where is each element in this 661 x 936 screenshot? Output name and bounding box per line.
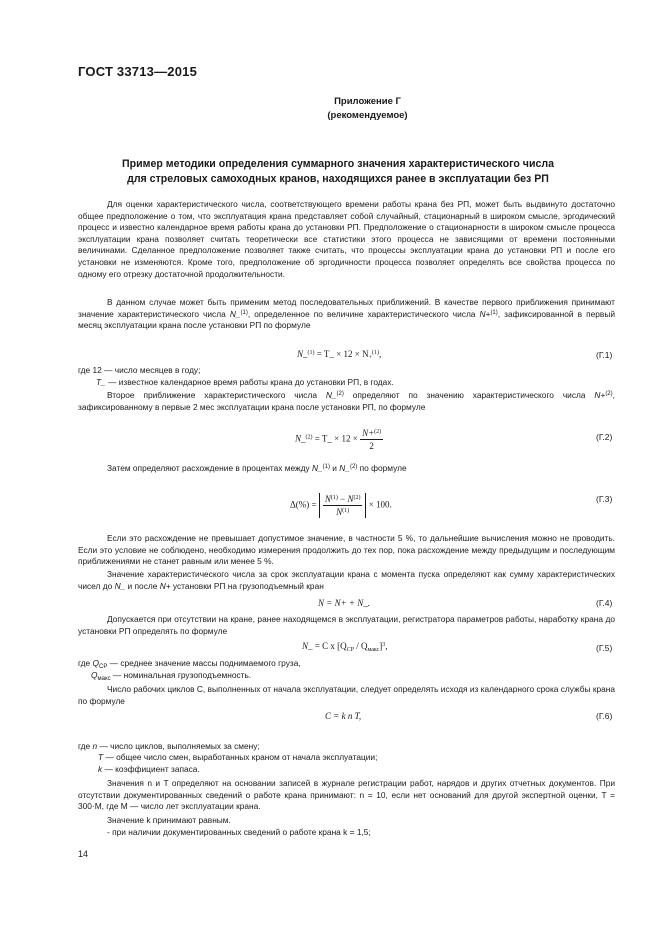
appendix-label <box>37 95 661 123</box>
paragraph-1-text: Для оценки характеристического числа, соответствующего времени работы крана без РП, может быть выдвинуто достаточно общее предположение о том, что эксплуатация крана представляет собой случайный, стационарный в широком смысле, эргодический процесс и известно календарное время работы крана до установки РП. Предположение о стационарности в широком смысле процесса эксплуатации крана позволяет считать теоретически все статистики этого процесса не зависящими от времени постоянными величинами. Сделанное предположение позволяет также считать, что процессы эксплуатации крана до установки РП и после его установки не изменяются. Кроме того, предположение об эргодичности процесса позволяет определять все свойства процесса по одному его отрезку достаточной продолжительности. <box>78 199 615 279</box>
title-line-2: для стреловых самоходных кранов, находящихся ранее в эксплуатации без РП <box>127 173 549 185</box>
where-k: k — коэффициент запаса. <box>98 764 200 774</box>
formula-g3-abs: $\frac{N^{(1)} - N^{(2)}}{N^{(1)}}$ <box>319 493 367 518</box>
formula-g5-number: (Г.5) <box>596 643 613 653</box>
paragraph-7: Допускается при отсутствии на кране, ранее находящемся в эксплуатации, регистратора параметров работы, наработку крана до установки РП определять по формуле <box>78 614 615 636</box>
where-12-months: где 12 — число месяцев в году; <box>78 365 201 375</box>
paragraph-8: Число рабочих циклов C, выполненных от начала эксплуатации, следует определять исходя из календарного срока службы крана по формуле <box>78 684 615 706</box>
paragraph-6: Значение характеристического числа за срок эксплуатации крана с момента пуска определяют как сумму характеристических чисел до N_ и после N+ установки РП на грузоподъемный кран <box>78 569 615 591</box>
formula-g5: N_ = C x $[Q_{СР} / Q_{макс}]^3$, <box>302 641 388 653</box>
standard-header: ГОСТ 33713—2015 <box>78 64 197 79</box>
paragraph-5: Если это расхождение не превышает допустимое значение, в частности 5 %, то дальнейшие вычисления можно не проводить. Если это условие не соблюдено, необходимо измерения продолжить до тех пор, пока расхождение между предыдущим и последующим приближениями не станет равным или менее 5 %. <box>78 533 615 567</box>
formula-g3-number: (Г.3) <box>596 494 613 504</box>
paragraph-1 <box>78 199 615 280</box>
appendix-name: Приложение Г <box>334 96 401 107</box>
title-line-1: Пример методики определения суммарного значения характеристического числа <box>122 158 554 170</box>
paragraph-2: В данном случае может быть применим метод последовательных приближений. В качестве первого приближения принимают значение характеристического числа N_$^{(1)}$, определенное по величине характеристического числа N+$^{(1)}$, зафиксированной в первый месяц эксплуатации крана после установки РП по формуле <box>78 297 615 331</box>
formula-g1-number: (Г.1) <box>596 350 613 360</box>
formula-g3: Δ(%) = $\frac{N^{(1)} - N^{(2)}}{N^{(1)}}$ × 100. <box>290 494 392 517</box>
formula-g4-number: (Г.4) <box>596 598 613 608</box>
paragraph-9: Значения n и T определяют на основании записей в журнале регистрации работ, нарядов и других отчетных документов. При отсутствии документированных сведений о работе крана принимают: n = 10, если нет оснований для другой экспертной оценки, T = 300·M, где M — число лет эксплуатации крана. <box>78 778 615 812</box>
paragraph-3: Второе приближение характеристического числа N_$^{(2)}$ определяют по значению характеристического числа N+$^{(2)}$, зафиксированному в первые 2 мес эксплуатации крана после установки РП, по формуле <box>78 390 615 412</box>
where-n: где n — число циклов, выполняемых за смену; <box>78 741 260 751</box>
paragraph-10: Значение k принимают равным. <box>107 815 231 825</box>
formula-g2-number: (Г.2) <box>596 432 613 442</box>
formula-g1: N_$^{(1)}$ = T_ × $12 \times N_+^{(1)}$, <box>297 349 382 361</box>
document-title <box>78 157 598 187</box>
formula-g2: N_$^{(2)}$ = T_ × 12 × $\frac{N+^{(2)}}{2}$ <box>295 428 382 451</box>
where-q-maks: $Q_{макс}$ — номинальная грузоподъемность. <box>91 670 252 682</box>
formula-g2-fraction: $\frac{N+^{(2)}}{2}$ <box>362 428 382 451</box>
bullet-1: - при наличии документированных сведений о работе крана k = 1,5; <box>107 827 371 837</box>
where-t-minus: T_ — известное календарное время работы крана до установки РП, в годах. <box>96 377 394 387</box>
page-number: 14 <box>78 849 89 859</box>
where-t: T — общее число смен, выработанных краном от начала эксплуатации; <box>98 752 378 762</box>
where-q-cp: где $Q_{СР}$ — среднее значение массы поднимаемого груза, <box>78 658 301 670</box>
paragraph-4: Затем определяют расхождение в процентах между N_$^{(1)}$ и N_$^{(2)}$ по формуле <box>107 463 407 473</box>
formula-g6: C = k n T, <box>325 711 362 721</box>
appendix-status: (рекомендуемое) <box>327 110 408 121</box>
formula-g4: N = N+ + N_. <box>318 598 370 608</box>
formula-g6-number: (Г.6) <box>596 711 613 721</box>
